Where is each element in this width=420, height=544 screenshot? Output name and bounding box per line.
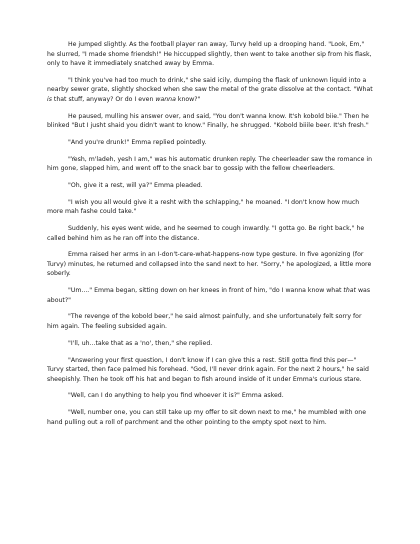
paragraph-2	[47, 76, 373, 105]
text-run: "Well, can I do anything to help you find whoever it is?" Emma asked.	[68, 392, 284, 400]
paragraph-12	[47, 339, 373, 349]
text-run: He paused, mulling his answer over, and said, "You don't wanna know. It'sh kobold biie." Then he blinked "But I jusht shaid you didn't want to know." Finally, he shrugged. "Kobold biiile beer. It'sh fresh."	[47, 112, 369, 130]
text-run: "Oh, give it a rest, will ya?" Emma pleaded.	[68, 181, 203, 189]
text-run: "The revenge of the kobold beer," he said almost painfully, and she unfortunately felt sorry for him again. The feeling subsided again.	[47, 313, 362, 330]
paragraph-8	[47, 224, 373, 243]
paragraph-6	[47, 181, 373, 191]
document-page	[47, 40, 373, 434]
paragraph-3	[47, 112, 373, 131]
text-run: "I think you've had too much to drink," she said icily, dumping the flask of unknown liquid into a nearby sewer grate, slightly shocked when she saw the metal of the grate dissolve at the contact. "What	[47, 76, 373, 94]
text-run: "Um...." Emma began, sitting down on her knees in front of him, "do I wanna know what	[68, 287, 344, 295]
text-run: was about?"	[47, 287, 371, 304]
paragraph-14	[47, 391, 373, 401]
text-run: "Answering your first question, I don't know if I can give this a rest. Still gotta find this per—" Turvy started, then face palmed his forehead. "God, I'll never drink again. For the next 2 hours," he said sheepishly. Then he took off his hat and began to fish around inside of it under Emma's curious stare.	[47, 356, 369, 383]
paragraph-1	[47, 40, 373, 69]
text-run: Suddenly, his eyes went wide, and he seemed to cough inwardly. "I gotta go. Be right back," he called behind him as he ran off into the distance.	[47, 225, 365, 242]
text-run: know?"	[175, 95, 201, 103]
text-run: "And you're drunk!" Emma replied pointedly.	[68, 138, 207, 146]
paragraph-15	[47, 408, 373, 427]
paragraph-7	[47, 198, 373, 217]
text-run: that stuff, anyway? Or do I even	[51, 95, 156, 103]
paragraph-10	[47, 286, 373, 305]
paragraph-11	[47, 312, 373, 331]
paragraph-9	[47, 250, 373, 279]
text-run: Emma raised her arms in an I-don't-care-what-happens-now type gesture. In five agonizing (for Turvy) minutes, he returned and collapsed into the sand next to her. "Sorry," he apologized, a little more soberly.	[47, 251, 372, 278]
text-run: "I wish you all would give it a resht with the schlapping," he moaned. "I don't know how much more mah fashe could take."	[47, 198, 360, 216]
italic-text-run: wanna	[155, 95, 176, 103]
italic-text-run: is	[47, 95, 52, 103]
text-run: He jumped slightly. As the football player ran away, Turvy held up a drooping hand. "Look, Em," he slurred, "I made shome friendsh!" He hiccupped slightly, then went to take another sip from his flask, only to have it immediately snatched away by Emma.	[47, 41, 372, 67]
paragraph-5	[47, 155, 373, 174]
paragraph-4	[47, 138, 373, 148]
text-run: "I'll, uh...take that as a 'no', then," she replied.	[68, 339, 213, 347]
text-run: "Yesh, m'ladeh, yesh I am," was his automatic drunken reply. The cheerleader saw the romance in him gone, slapped him, and went off to the snack bar to gossip with the fellow cheerleaders.	[47, 155, 372, 173]
italic-text-run: that	[343, 287, 356, 295]
text-run: "Well, number one, you can still take up my offer to sit down next to me," he mumbled with one hand pulling out a roll of parchment and the other pointing to the empty spot next to him.	[47, 409, 366, 426]
paragraph-13	[47, 356, 373, 385]
